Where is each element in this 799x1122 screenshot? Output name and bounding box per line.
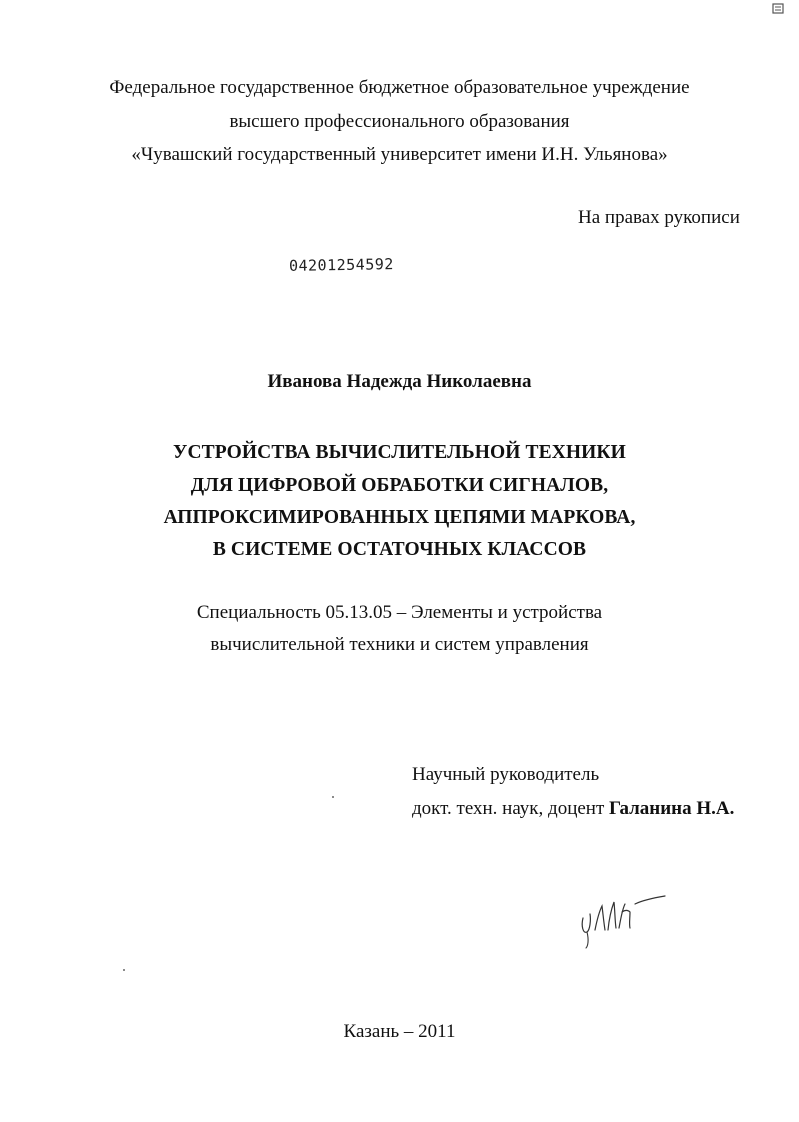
institution-line-1: Федеральное государственное бюджетное образовательное учреждение (109, 77, 690, 98)
supervisor-degree: докт. техн. наук, доцент (412, 798, 605, 819)
supervisor-info (412, 797, 734, 821)
handwritten-signature (575, 890, 670, 950)
registry-number-stamp: 04201254592 (288, 255, 394, 275)
scan-speck (332, 796, 334, 798)
supervisor-label: Научный руководитель (412, 764, 600, 785)
place-year: Казань – 2011 (343, 1021, 456, 1042)
institution-line-2: высшего профессионального образования (229, 111, 570, 132)
title-line-2: ДЛЯ ЦИФРОВОЙ ОБРАБОТКИ СИГНАЛОВ, (190, 475, 609, 496)
title-line-3: АППРОКСИМИРОВАННЫХ ЦЕПЯМИ МАРКОВА, (163, 507, 636, 528)
specialty-line-2: вычислительной техники и систем управления (210, 634, 589, 655)
specialty-line-1: Специальность 05.13.05 – Элементы и устройства (196, 602, 603, 623)
institution-line-3: «Чувашский государственный университет имени И.Н. Ульянова» (131, 144, 668, 165)
supervisor-name: Галанина Н.А. (609, 798, 735, 819)
scan-speck (123, 969, 125, 971)
author-name: Иванова Надежда Николаевна (267, 371, 532, 392)
title-line-4: В СИСТЕМЕ ОСТАТОЧНЫХ КЛАССОВ (212, 539, 587, 560)
title-line-1: УСТРОЙСТВА ВЫЧИСЛИТЕЛЬНОЙ ТЕХНИКИ (173, 442, 626, 463)
corner-mark-icon (772, 2, 786, 16)
manuscript-note: На правах рукописи (578, 207, 740, 228)
